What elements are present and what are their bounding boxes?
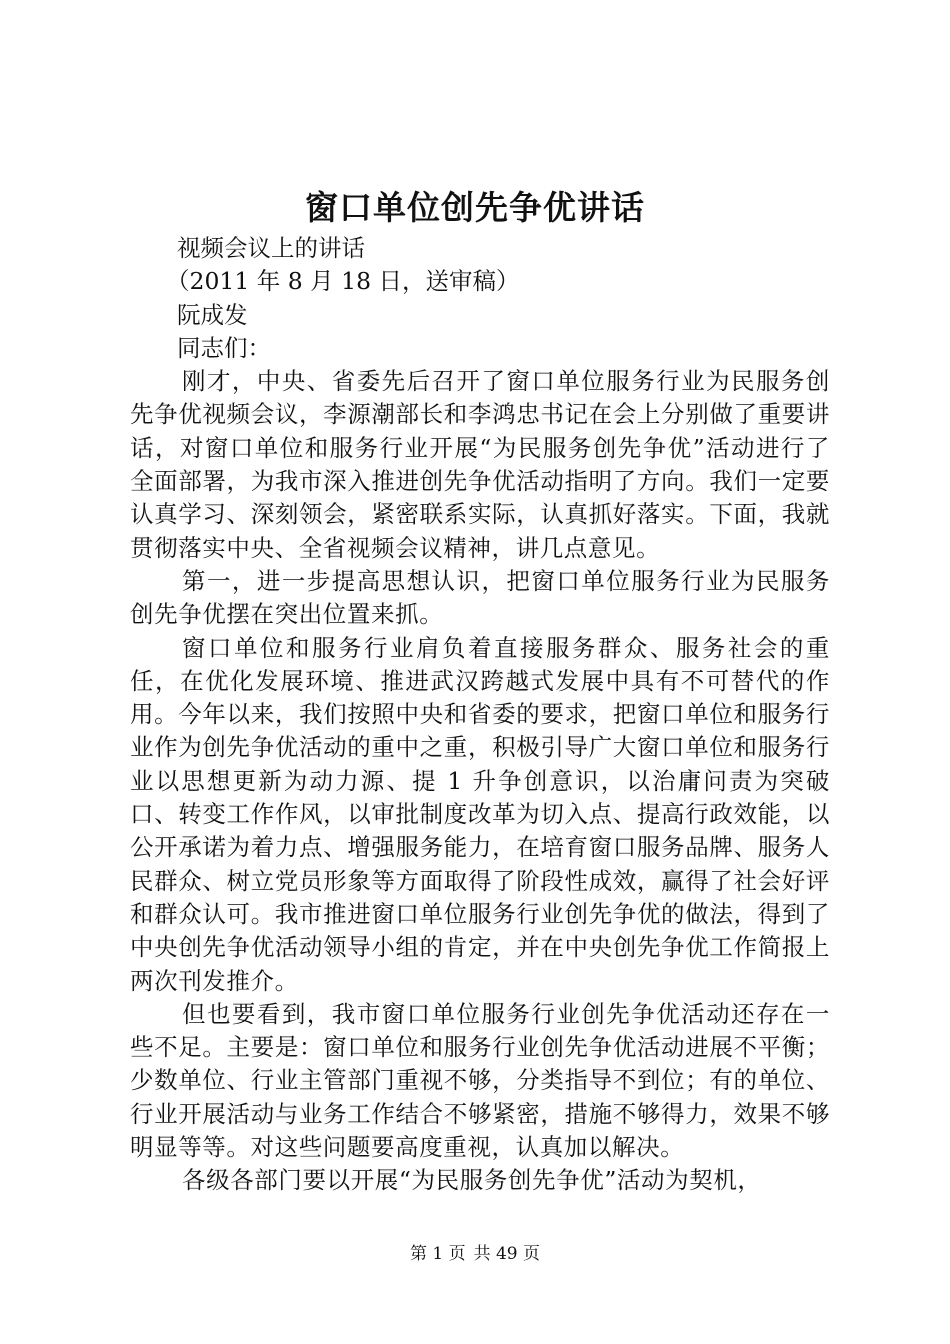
document-title: 窗口单位创先争优讲话 [305, 188, 645, 227]
paragraph-2: 第一，进一步提高思想认识，把窗口单位服务行业为民服务创先争优摆在突出位置来抓。 [130, 566, 830, 629]
page-footer [0, 1242, 950, 1266]
page-number: 第 1 页 [409, 1244, 466, 1264]
author-name: 阮成发 [177, 300, 248, 329]
paragraph-4: 但也要看到，我市窗口单位服务行业创先争优活动还存在一些不足。主要是：窗口单位和服务行业创先争优活动进展不平衡；少数单位、行业主管部门重视不够，分类指导不到位；有的单位、行业开展活动与业务工作结合不够紧密，措施不够得力，效果不够明显等等。对这些问题要高度重视，认真加以解决。 [130, 999, 830, 1162]
salutation: 同志们： [177, 333, 271, 362]
date-note: （2011 年 8 月 18 日，送审稿） [166, 267, 520, 296]
paragraph-1: 刚才，中央、省委先后召开了窗口单位服务行业为民服务创先争优视频会议，李源潮部长和李鸿忠书记在会上分别做了重要讲话，对窗口单位和服务行业开展“为民服务创先争优”活动进行了全面部署，为我市深入推进创先争优活动指明了方向。我们一定要认真学习、深刻领会，紧密联系实际，认真抓好落实。下面，我就贯彻落实中央、全省视频会议精神，讲几点意见。 [130, 367, 830, 562]
document-body [130, 232, 830, 1198]
paragraph-3: 窗口单位和服务行业肩负着直接服务群众、服务社会的重任，在优化发展环境、推进武汉跨越式发展中具有不可替代的作用。今年以来，我们按照中央和省委的要求，把窗口单位和服务行业作为创先争优活动的重中之重，积极引导广大窗口单位和服务行业以思想更新为动力源、提 1 升争创意识，以治庸问责为突破口、转变工作作风，以审批制度改革为切入点、提高行政效能，以公开承诺为着力点、增强服务能力，在培育窗口服务品牌、服务人民群众、树立党员形象等方面取得了阶段性成效，赢得了社会好评和群众认可。我市推进窗口单位服务行业创先争优的做法，得到了中央创先争优活动领导小组的肯定，并在中央创先争优工作简报上两次刊发推介。 [130, 633, 830, 995]
page-total: 共 49 页 [473, 1244, 541, 1264]
speech-subtitle: 视频会议上的讲话 [177, 234, 365, 262]
paragraph-5: 各级各部门要以开展“为民服务创先争优”活动为契机， [182, 1166, 762, 1195]
